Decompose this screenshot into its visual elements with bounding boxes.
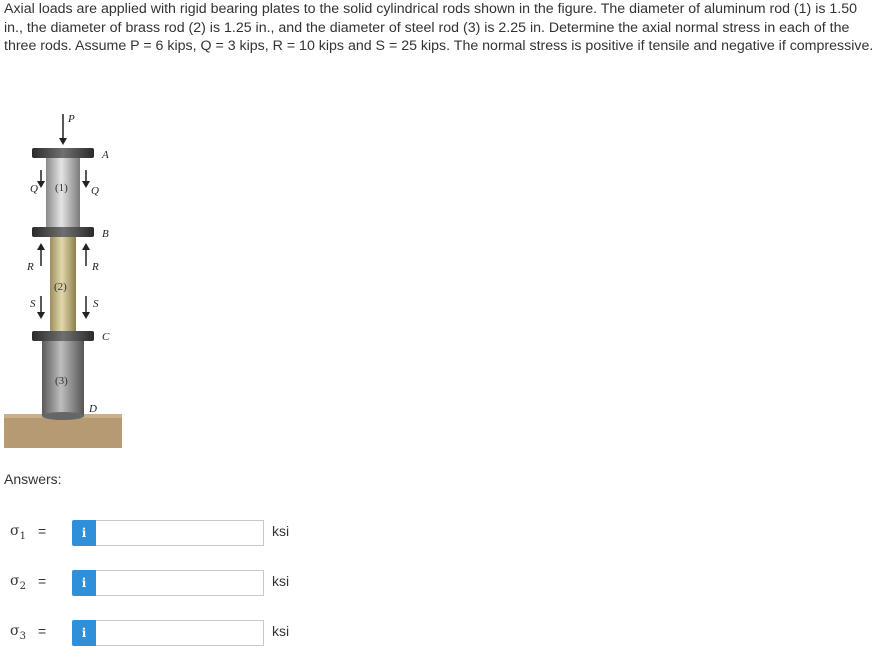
info-icon[interactable]: i <box>72 620 96 646</box>
label-c: C <box>102 331 110 343</box>
label-r-right: R <box>92 261 99 273</box>
rod-assembly-figure <box>0 100 130 450</box>
sigma-1-input[interactable] <box>96 520 264 546</box>
label-rod-3: (3) <box>55 375 68 387</box>
answers-heading: Answers: <box>4 471 62 487</box>
info-icon[interactable]: i <box>72 570 96 596</box>
sigma-2-input[interactable] <box>96 570 264 596</box>
rod-assembly-diagram <box>0 100 130 450</box>
answer-row-sigma-3 <box>0 617 300 649</box>
sigma-2-unit: ksi <box>272 573 290 589</box>
label-s-right: S <box>93 298 99 310</box>
problem-statement: Axial loads are applied with rigid bearing plates to the solid cylindrical rods shown in the figure. The diameter of aluminum rod (1) is 1.50 in., the diameter of brass rod (2) is 1.25 in., and the diameter of steel rod (3) is 2.25 in. Determine the axial normal stress in each of the three rods. Assume P = 6 kips, Q = 3 kips, R = 10 kips and S = 25 kips. The normal stress is positive if tensile and negative if compressive. <box>4 1 874 55</box>
sigma-2-label: $\sigma_2$ <box>10 573 26 592</box>
equals-sign: = <box>38 523 47 539</box>
sigma-3-label: $\sigma_3$ <box>10 623 26 642</box>
equals-sign: = <box>38 573 47 589</box>
sigma-1-unit: ksi <box>272 523 290 539</box>
label-rod-2: (2) <box>54 281 67 293</box>
label-q-left: Q <box>30 183 38 195</box>
label-s-left: S <box>30 298 36 310</box>
answer-row-sigma-2 <box>0 567 300 599</box>
label-b: B <box>102 228 109 240</box>
sigma-3-input[interactable] <box>96 620 264 646</box>
label-r-left: R <box>27 261 34 273</box>
label-rod-1: (1) <box>55 182 68 194</box>
label-a: A <box>102 149 109 161</box>
label-p: P <box>68 113 75 125</box>
label-q-right: Q <box>91 185 99 197</box>
plate-c <box>32 331 94 341</box>
answer-row-sigma-1 <box>0 517 300 549</box>
plate-a <box>32 148 94 158</box>
sigma-3-unit: ksi <box>272 623 290 639</box>
label-d: D <box>89 403 97 415</box>
plate-b <box>32 227 94 237</box>
sigma-1-label: $\sigma_1$ <box>10 523 26 542</box>
info-icon[interactable]: i <box>72 520 96 546</box>
equals-sign: = <box>38 623 47 639</box>
